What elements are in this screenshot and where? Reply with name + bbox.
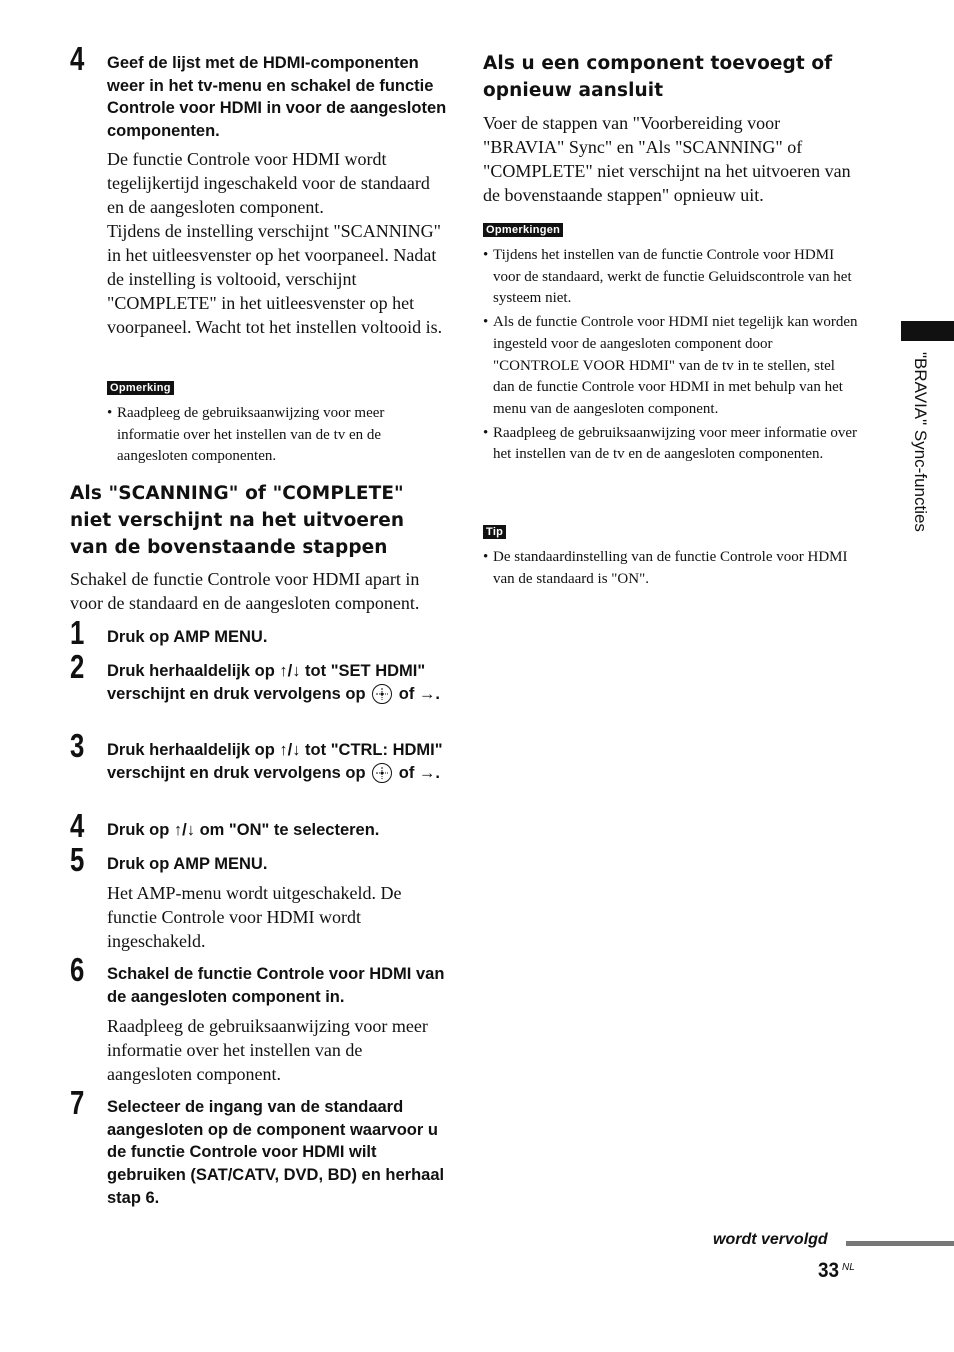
step-title-part-a: Druk herhaaldelijk op ↑/↓ tot "CTRL: HDMI" verschijnt en druk vervolgens op [107,741,443,782]
bullet-glyph: • [483,549,489,565]
notes-badge: Opmerkingen [483,223,563,237]
note-item [483,312,858,421]
step-title [107,739,448,784]
step-body-text: Het AMP-menu wordt uitgeschakeld. De functie Controle voor HDMI wordt ingeschakeld. [107,883,402,951]
step-title [107,660,448,705]
step-title: Selecteer de ingang van de standaard aangesloten op de component waarvoor u de functie Controle voor HDMI wilt gebruiken (SAT/CATV, DVD, BD) en herhaal stap 6. [107,1098,445,1207]
note-item-text: Als de functie Controle voor HDMI niet tegelijk kan worden ingesteld voor de aangesloten component door "CONTROLE VOOR HDMI" van de tv in te stellen, stel dan de functie Controle voor HDMI in met behulp van het menu van de aangesloten component. [493,314,858,417]
continued-bar [846,1241,954,1246]
bullet-glyph: • [483,247,489,263]
step-body [107,147,448,339]
step-body-text-2: Tijdens de instelling verschijnt "SCANNING" in het uitleesvenster op het voorpaneel. Nadat de instelling is voltooid, verschijnt "COMPLETE" in het uitleesvenster op het voorpaneel. Wacht tot het instellen voltooid is. [107,221,443,337]
step-title-part-b: of →. [398,684,441,703]
section-intro: Schakel de functie Controle voor HDMI apart in voor de standaard en de aangesloten component. [70,569,420,613]
tip-item-text: De standaardinstelling van de functie Controle voor HDMI van de standaard is "ON". [493,549,848,587]
tip-item [483,547,858,590]
note-badge: Opmerking [107,381,174,395]
note-item-text: Tijdens het instellen van de functie Controle voor HDMI voor de standaard, werkt de functie Geluidscontrole van het systeem niet. [493,247,852,307]
tip-list [483,547,858,592]
note-item [483,423,858,466]
section-body: Voer de stappen van "Voorbereiding voor "BRAVIA" Sync" en "Als "SCANNING" of "COMPLETE" niet verschijnt na het uitvoeren van de bovenstaande stappen" opnieuw uit. [483,113,851,205]
note-item-text: Raadpleeg de gebruiksaanwijzing voor meer informatie over het instellen van de tv en de aangesloten componenten. [117,405,385,465]
tip-badge: Tip [483,525,506,539]
step-title: Geef de lijst met de HDMI-componenten weer in het tv-menu en schakel de functie Controle voor HDMI in voor de aangesloten componenten. [107,54,447,141]
step-number: 3 [70,727,85,764]
section-heading: Als "SCANNING" of "COMPLETE" niet verschijnt na het uitvoeren van de bovenstaande stappen [70,483,405,558]
side-section-label: "BRAVIA" Sync-functies [911,352,930,532]
note-list [107,403,448,470]
bullet-glyph: • [107,405,113,421]
bullet-glyph: • [483,314,489,331]
note-item-text: Raadpleeg de gebruiksaanwijzing voor meer informatie over het instellen van de tv en de aangesloten componenten. [493,424,858,463]
step-title-part-a: Druk herhaaldelijk op ↑/↓ tot "SET HDMI" verschijnt en druk vervolgens op [107,662,426,703]
section-heading: Als u een component toevoegt of opnieuw aansluit [483,53,833,101]
enter-circle-icon [372,684,392,704]
step-number: 4 [70,40,85,77]
step-title-part-b: of →. [398,763,441,782]
continued-label: wordt vervolgd [713,1231,828,1248]
bullet-glyph: • [483,424,489,441]
step-number: 2 [70,648,85,685]
side-tab-marker [901,321,954,341]
step-body-text: Raadpleeg de gebruiksaanwijzing voor meer informatie over het instellen van de aangesloten component. [107,1016,428,1084]
step-number: 1 [70,614,85,651]
step-number: 5 [70,841,85,878]
step-number: 6 [70,951,85,988]
step-number: 7 [70,1084,85,1121]
step-title: Druk op ↑/↓ om "ON" te selecteren. [107,821,380,839]
step-body-text-1: De functie Controle voor HDMI wordt tegelijkertijd ingeschakeld voor de standaard en de aangesloten component. [107,149,430,217]
page-number: 33 [818,1259,840,1282]
step-title: Druk op AMP MENU. [107,628,268,646]
step-title: Schakel de functie Controle voor HDMI van de aangesloten component in. [107,965,445,1006]
step-number: 4 [70,807,85,844]
note-item [483,245,858,310]
page-language-suffix: NL [842,1262,855,1273]
notes-list [483,245,858,468]
enter-circle-icon [372,763,392,783]
step-title: Druk op AMP MENU. [107,855,268,873]
note-item [107,403,448,468]
